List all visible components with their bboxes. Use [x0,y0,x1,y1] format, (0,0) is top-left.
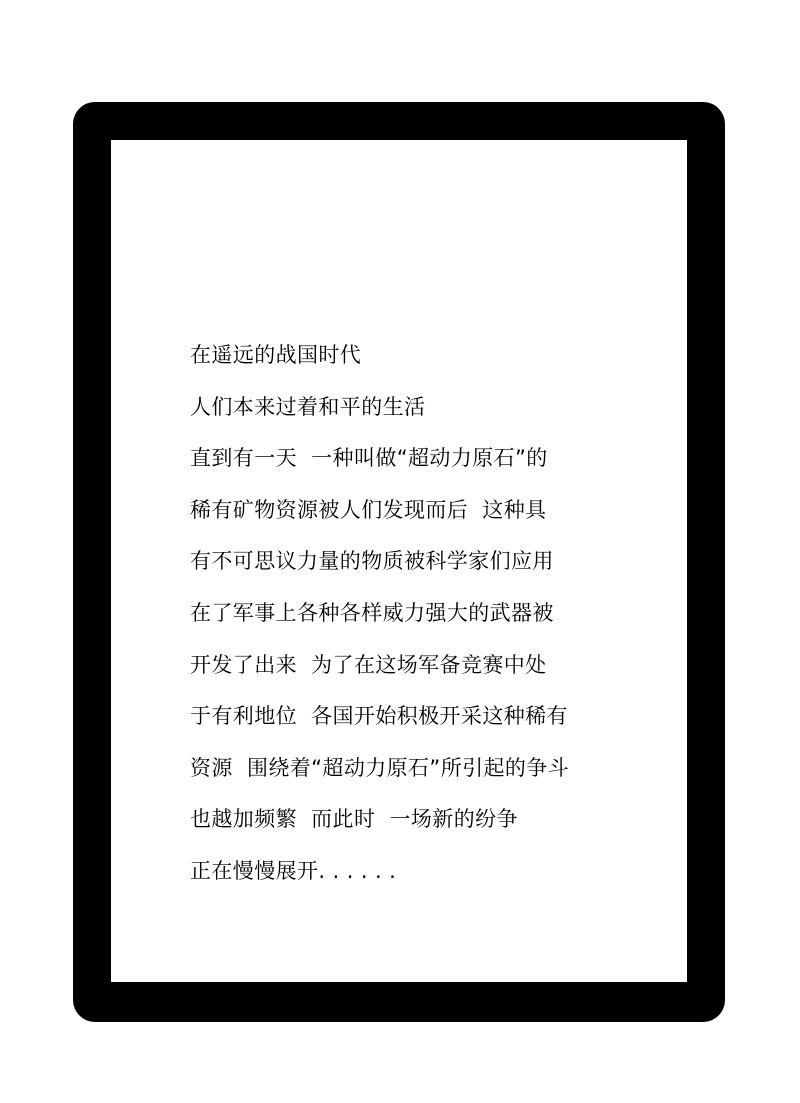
story-line-9: 资源 围绕着“超动力原石”所引起的争斗 [190,755,570,780]
story-line-3: 直到有一天 一种叫做“超动力原石”的 [190,446,548,471]
story-line-10: 也越加频繁 而此时 一场新的纷争 [190,807,518,832]
story-frame [73,102,725,1022]
story-line-1: 在遥远的战国时代 [190,343,362,367]
story-panel [111,140,687,982]
story-line-8: 于有利地位 各国开始积极开采这种稀有 [190,704,568,729]
story-text [190,330,660,898]
story-line-11: 正在慢慢展开. . . . . . [190,858,397,883]
story-line-5: 有不可思议力量的物质被科学家们应用 [190,549,554,574]
story-line-4: 稀有矿物资源被人们发现而后 这种具 [190,497,547,522]
story-line-7: 开发了出来 为了在这场军备竞赛中处 [190,652,547,677]
story-line-2: 人们本来过着和平的生活 [190,394,426,419]
story-line-6: 在了军事上各种各样威力强大的武器被 [190,600,554,625]
